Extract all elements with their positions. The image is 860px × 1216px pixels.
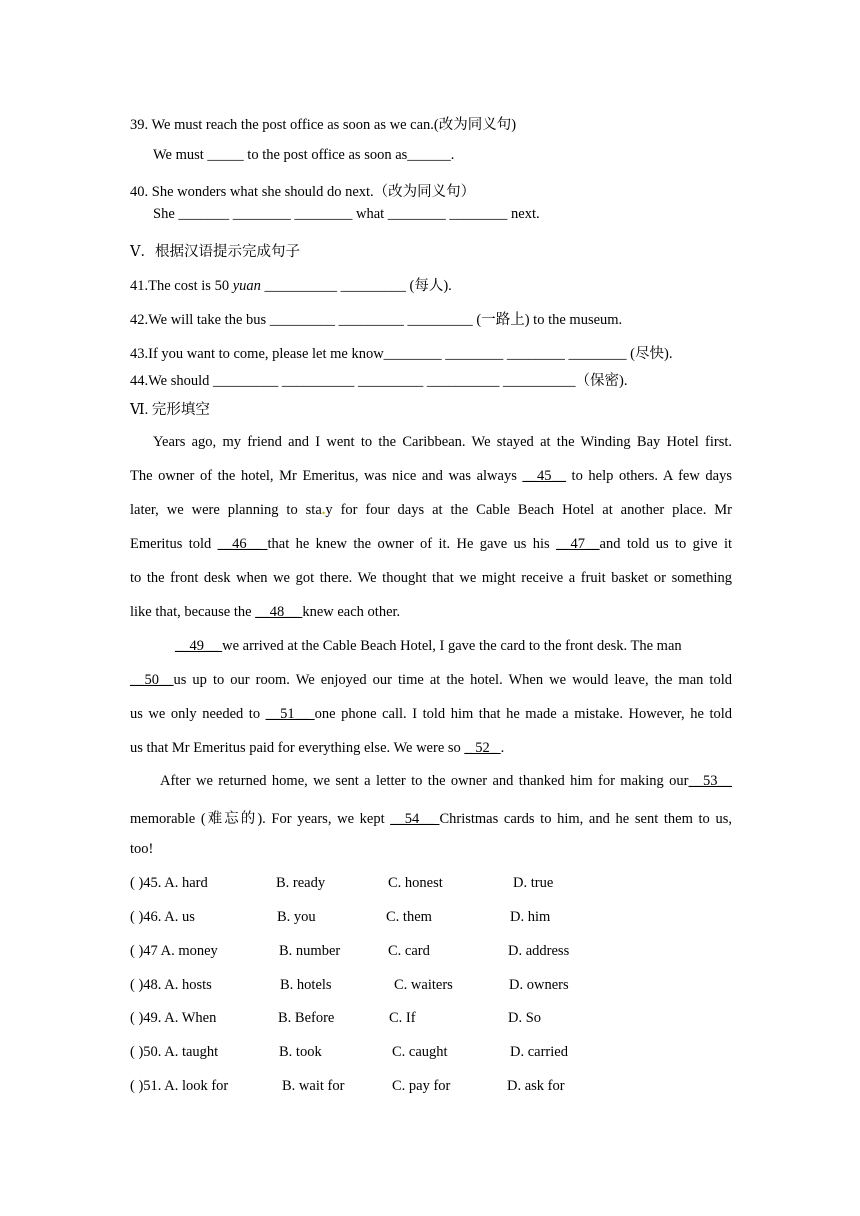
passage-line bbox=[130, 740, 504, 757]
option-a: ( )49. A. When bbox=[130, 1010, 217, 1026]
blank-54: __54__ bbox=[390, 811, 440, 827]
option-b: B. ready bbox=[276, 875, 326, 891]
passage-line bbox=[130, 706, 732, 723]
question-41 bbox=[130, 274, 452, 295]
text: After we returned home, we sent a letter to the owner and thanked him for making our bbox=[160, 773, 689, 789]
option-a: ( )45. A. hard bbox=[130, 875, 208, 891]
text: us we only needed to bbox=[130, 706, 266, 722]
option-d: D. address bbox=[508, 943, 570, 959]
passage-line bbox=[175, 638, 682, 655]
section-5-heading: Ⅴ．根据汉语提示完成句子 bbox=[130, 244, 300, 260]
option-c: C. caught bbox=[392, 1044, 448, 1060]
option-a: ( )46. A. us bbox=[130, 909, 195, 925]
question-40-prompt: 40. She wonders what she should do next.（改为同义句） bbox=[130, 184, 476, 200]
text: later, we were planning to sta bbox=[130, 502, 322, 518]
passage-line bbox=[130, 502, 732, 519]
text: Christmas cards to him, and he sent them to us, bbox=[439, 811, 732, 827]
option-a: ( )51. A. look for bbox=[130, 1078, 229, 1094]
passage-line bbox=[160, 773, 732, 790]
question-41-italic: yuan bbox=[232, 278, 261, 294]
text: that he knew the owner of it. He gave us his bbox=[267, 536, 557, 552]
option-a: ( )50. A. taught bbox=[130, 1044, 219, 1060]
option-c: C. waiters bbox=[394, 977, 453, 993]
option-c: C. If bbox=[389, 1010, 416, 1026]
text: knew each other. bbox=[302, 604, 401, 620]
passage-line bbox=[130, 536, 732, 553]
option-d: D. carried bbox=[510, 1044, 568, 1060]
blank-45: __45__ bbox=[522, 468, 566, 484]
question-44: 44.We should _________ __________ _________ __________ __________（保密). bbox=[130, 373, 628, 389]
option-b: B. hotels bbox=[280, 977, 332, 993]
blank-48: __48__ bbox=[255, 604, 303, 620]
question-39-prompt: 39. We must reach the post office as soon as we can.(改为同义句) bbox=[130, 117, 517, 133]
text: Emeritus told bbox=[130, 536, 218, 552]
passage-line bbox=[130, 807, 732, 828]
text: memorable (难忘的). For years, we kept bbox=[130, 811, 391, 827]
text: . bbox=[500, 740, 505, 756]
option-c: C. them bbox=[386, 909, 432, 925]
passage-line bbox=[130, 672, 732, 689]
option-c: C. pay for bbox=[392, 1078, 451, 1094]
question-42: 42.We will take the bus _________ _________ _________ (一路上) to the museum. bbox=[130, 312, 623, 328]
option-d: D. him bbox=[510, 909, 551, 925]
question-41-text: 41.The cost is 50 bbox=[130, 278, 233, 294]
text: The owner of the hotel, Mr Emeritus, was nice and was always bbox=[130, 468, 523, 484]
option-c: C. card bbox=[388, 943, 430, 959]
blank-47: __47__ bbox=[556, 536, 600, 552]
blank-46: __46__ bbox=[217, 536, 268, 552]
option-b: B. took bbox=[279, 1044, 322, 1060]
blank-52: _ 52_ bbox=[464, 740, 501, 756]
blank-51: __51__ bbox=[265, 706, 315, 722]
option-b: B. Before bbox=[278, 1010, 335, 1026]
passage-line bbox=[130, 604, 400, 621]
passage-line: Years ago, my friend and I went to the Caribbean. We stayed at the Winding Bay Hotel first. bbox=[153, 434, 732, 450]
option-a: ( )47 A. money bbox=[130, 943, 218, 959]
text: and told us to give it bbox=[599, 536, 733, 552]
text: we arrived at the Cable Beach Hotel, I gave the card to the front desk. The man bbox=[222, 638, 682, 654]
text: to help others. A few days bbox=[565, 468, 732, 484]
option-b: B. number bbox=[279, 943, 341, 959]
option-d: D. ask for bbox=[507, 1078, 565, 1094]
option-d: D. true bbox=[513, 875, 554, 891]
question-40-answer-line: She _______ ________ ________ what ________ ________ next. bbox=[153, 206, 540, 222]
text: us that Mr Emeritus paid for everything else. We were so bbox=[130, 740, 465, 756]
question-39-answer-line: We must _____ to the post office as soon as______. bbox=[153, 147, 455, 163]
option-b: B. you bbox=[277, 909, 316, 925]
text: y for four days at the Cable Beach Hotel at another place. Mr bbox=[325, 502, 732, 518]
text: like that, because the bbox=[130, 604, 256, 620]
passage-line: too! bbox=[130, 841, 154, 857]
option-a: ( )48. A. hosts bbox=[130, 977, 212, 993]
question-43: 43.If you want to come, please let me know________ ________ ________ ________ (尽快). bbox=[130, 346, 673, 362]
passage-line: to the front desk when we got there. We thought that we might receive a fruit basket or something bbox=[130, 570, 732, 586]
text: one phone call. I told him that he made a mistake. However, he told bbox=[314, 706, 732, 722]
option-d: D. So bbox=[508, 1010, 542, 1026]
blank-49: __49__ bbox=[175, 638, 223, 654]
option-b: B. wait for bbox=[282, 1078, 345, 1094]
text: us up to our room. We enjoyed our time at the hotel. When we would leave, the man told bbox=[173, 672, 732, 688]
section-6-heading: Ⅵ. 完形填空 bbox=[130, 402, 210, 418]
option-d: D. owners bbox=[509, 977, 569, 993]
blank-50: __50__ bbox=[130, 672, 174, 688]
blank-53: __53__ bbox=[688, 773, 732, 789]
stray-dot: . bbox=[321, 502, 326, 518]
option-c: C. honest bbox=[388, 875, 443, 891]
passage-line bbox=[130, 468, 732, 485]
question-41-rest: __________ _________ (每人). bbox=[260, 278, 452, 294]
